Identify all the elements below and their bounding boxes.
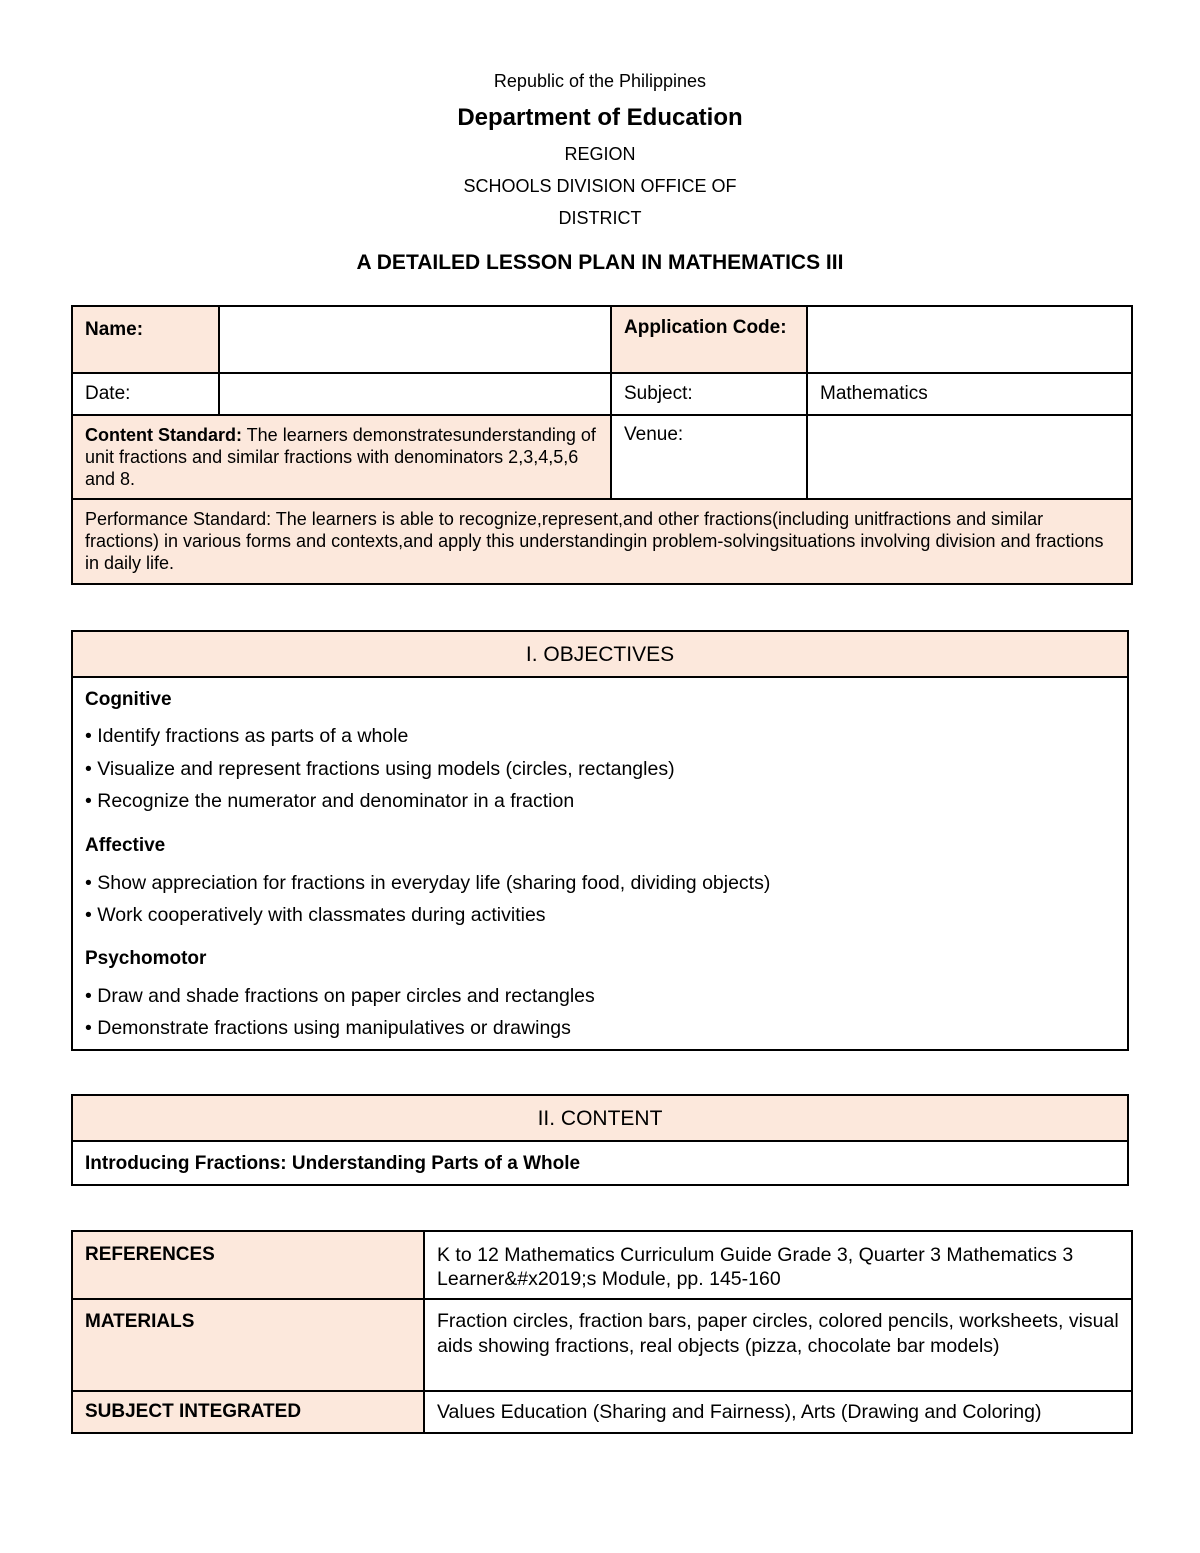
content-standard-label: Content Standard: (85, 425, 242, 445)
venue-label: Venue: (611, 415, 807, 499)
list-item: • Demonstrate fractions using manipulatives or drawings (85, 1017, 571, 1039)
materials-value: Fraction circles, fraction bars, paper circles, colored pencils, worksheets, visual aids showing fractions, real objects (pizza, chocolate bar models) (424, 1299, 1132, 1391)
list-item: • Draw and shade fractions on paper circles and rectangles (85, 985, 595, 1007)
content-standard (72, 415, 611, 499)
subject-label: Subject: (611, 373, 807, 415)
page-title: A DETAILED LESSON PLAN IN MATHEMATICS III (356, 251, 844, 274)
list-item: • Show appreciation for fractions in everyday life (sharing food, dividing objects) (85, 872, 771, 894)
name-label: Name: (72, 306, 219, 373)
header-district: DISTRICT (558, 208, 642, 228)
affective-label: Affective (85, 835, 166, 856)
subject-value: Mathematics (807, 373, 1132, 415)
objectives-box (71, 678, 1129, 1051)
subject-integrated-label: SUBJECT INTEGRATED (72, 1391, 424, 1433)
content-topic: Introducing Fractions: Understanding Parts of a Whole (71, 1142, 1129, 1186)
list-item: • Recognize the numerator and denominator in a fraction (85, 790, 575, 812)
date-label: Date: (72, 373, 219, 415)
app-code-label: Application Code: (611, 306, 807, 373)
header-division: SCHOOLS DIVISION OFFICE OF (463, 176, 737, 196)
references-value: K to 12 Mathematics Curriculum Guide Grade 3, Quarter 3 Mathematics 3 Learner&#x2019;s Module, pp. 145-160 (424, 1231, 1132, 1299)
list-item: • Visualize and represent fractions using models (circles, rectangles) (85, 758, 675, 780)
date-field[interactable] (219, 373, 611, 415)
name-field[interactable] (219, 306, 611, 373)
content-standard-text: The learners demonstratesunderstanding of unit fractions and similar fractions with denominators 2,3,4,5,6 and 8. (85, 425, 596, 489)
subject-integrated-value: Values Education (Sharing and Fairness), Arts (Drawing and Coloring) (424, 1391, 1132, 1433)
content-heading: II. CONTENT (71, 1094, 1129, 1142)
references-label: REFERENCES (72, 1231, 424, 1299)
list-item: • Identify fractions as parts of a whole (85, 725, 409, 747)
app-code-field[interactable] (807, 306, 1132, 373)
header-department: Department of Education (457, 104, 743, 131)
header-republic: Republic of the Philippines (493, 71, 707, 91)
list-item: • Work cooperatively with classmates during activities (85, 904, 546, 926)
header-region: REGION (564, 144, 636, 164)
psychomotor-label: Psychomotor (85, 948, 207, 969)
info-table (71, 305, 1133, 585)
performance-standard: Performance Standard: The learners is able to recognize,represent,and other fractions(including unitfractions and similar fractions) in various forms and contexts,and apply this understandingin problem-solvingsituations involving division and fractions in daily life. (72, 499, 1132, 584)
materials-label: MATERIALS (72, 1299, 424, 1391)
resources-table (71, 1230, 1133, 1434)
venue-field[interactable] (807, 415, 1132, 499)
cognitive-label: Cognitive (85, 689, 172, 710)
objectives-heading: I. OBJECTIVES (71, 630, 1129, 678)
